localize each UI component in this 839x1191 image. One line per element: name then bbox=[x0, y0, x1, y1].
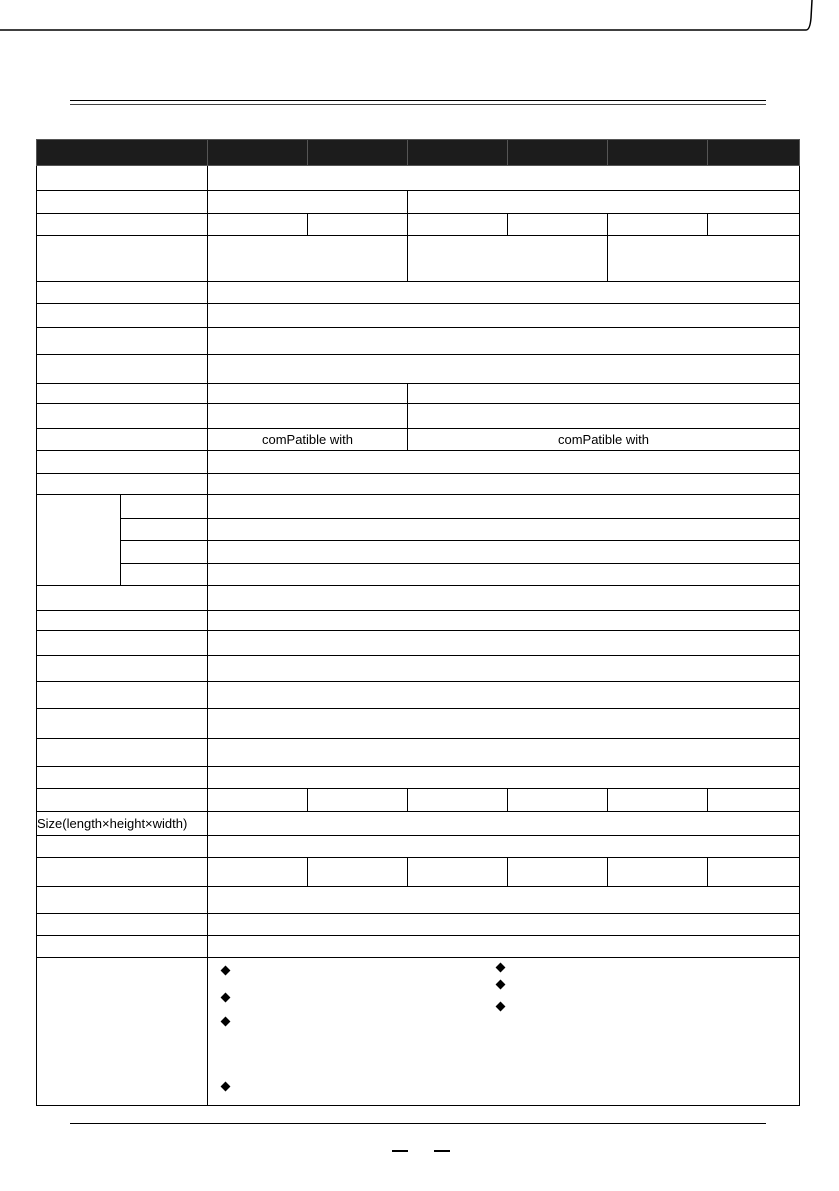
table-cell bbox=[208, 611, 800, 631]
table-cell bbox=[608, 789, 708, 812]
table-row bbox=[37, 586, 800, 611]
table-row bbox=[37, 191, 800, 214]
table-cell bbox=[408, 236, 608, 282]
table-row bbox=[37, 166, 800, 191]
table-cell bbox=[208, 451, 800, 474]
bullet-icon bbox=[496, 1002, 506, 1012]
row-label bbox=[37, 767, 208, 789]
table-row bbox=[37, 429, 800, 451]
table-cell bbox=[508, 214, 608, 236]
table-row bbox=[37, 682, 800, 709]
table-row bbox=[37, 709, 800, 739]
table-row bbox=[37, 474, 800, 495]
table-cell bbox=[408, 404, 800, 429]
table-row bbox=[37, 631, 800, 656]
table-row bbox=[37, 564, 800, 586]
table-row bbox=[37, 812, 800, 836]
table-row bbox=[37, 611, 800, 631]
size-label: Size(length×height×width) bbox=[37, 812, 208, 836]
header-cell bbox=[708, 140, 800, 166]
table-cell bbox=[208, 355, 800, 384]
table-row bbox=[37, 519, 800, 541]
row-label bbox=[37, 682, 208, 709]
table-row bbox=[37, 404, 800, 429]
row-label bbox=[37, 936, 208, 958]
header-cell bbox=[408, 140, 508, 166]
table-cell bbox=[208, 586, 800, 611]
table-cell bbox=[408, 191, 800, 214]
row-label bbox=[37, 858, 208, 887]
bullet-icon bbox=[221, 966, 231, 976]
bullet-icon bbox=[496, 963, 506, 973]
specification-table bbox=[36, 139, 800, 1106]
sub-label bbox=[121, 495, 208, 519]
page-number-dash bbox=[434, 1150, 450, 1152]
row-label bbox=[37, 214, 208, 236]
table-row bbox=[37, 836, 800, 858]
top-decorative-rule bbox=[0, 0, 813, 32]
table-cell bbox=[408, 214, 508, 236]
table-cell bbox=[308, 858, 408, 887]
row-label bbox=[37, 404, 208, 429]
title-underline-secondary bbox=[70, 104, 766, 105]
table-cell bbox=[208, 384, 408, 404]
row-label bbox=[37, 474, 208, 495]
table-cell bbox=[208, 191, 408, 214]
group-label bbox=[37, 495, 121, 586]
features-cell bbox=[208, 958, 800, 1106]
table-cell bbox=[208, 789, 308, 812]
header-cell bbox=[208, 140, 308, 166]
table-cell bbox=[208, 474, 800, 495]
row-label bbox=[37, 709, 208, 739]
table-row bbox=[37, 789, 800, 812]
table-cell bbox=[408, 384, 800, 404]
row-label bbox=[37, 191, 208, 214]
row-label bbox=[37, 451, 208, 474]
compatible-cell-left: comPatible with bbox=[208, 429, 408, 451]
row-label bbox=[37, 836, 208, 858]
table-cell bbox=[208, 812, 800, 836]
table-row bbox=[37, 858, 800, 887]
table-cell bbox=[308, 214, 408, 236]
compatible-cell-right: comPatible with bbox=[408, 429, 800, 451]
table-cell bbox=[208, 564, 800, 586]
bullet-icon bbox=[496, 980, 506, 990]
table-cell bbox=[208, 739, 800, 767]
table-cell bbox=[708, 214, 800, 236]
table-row bbox=[37, 914, 800, 936]
table-row bbox=[37, 214, 800, 236]
table-cell bbox=[208, 214, 308, 236]
table-cell bbox=[308, 789, 408, 812]
table-cell bbox=[508, 858, 608, 887]
header-cell bbox=[37, 140, 208, 166]
row-label bbox=[37, 611, 208, 631]
header-cell bbox=[608, 140, 708, 166]
sub-label bbox=[121, 564, 208, 586]
table-cell bbox=[608, 858, 708, 887]
table-cell bbox=[208, 914, 800, 936]
row-label bbox=[37, 656, 208, 682]
row-label bbox=[37, 887, 208, 914]
table-cell bbox=[208, 541, 800, 564]
table-cell bbox=[208, 936, 800, 958]
table-cell bbox=[208, 682, 800, 709]
table-cell bbox=[208, 858, 308, 887]
table-row bbox=[37, 451, 800, 474]
table-cell bbox=[208, 166, 800, 191]
row-label bbox=[37, 429, 208, 451]
title-underline bbox=[70, 100, 766, 101]
header-cell bbox=[308, 140, 408, 166]
table-cell bbox=[208, 887, 800, 914]
page-number-dash bbox=[392, 1150, 408, 1152]
table-row bbox=[37, 887, 800, 914]
table-cell bbox=[208, 404, 408, 429]
table-cell bbox=[408, 858, 508, 887]
table-row bbox=[37, 282, 800, 304]
sub-label bbox=[121, 519, 208, 541]
table-cell bbox=[208, 282, 800, 304]
table-row bbox=[37, 936, 800, 958]
sub-label bbox=[121, 541, 208, 564]
row-label bbox=[37, 355, 208, 384]
table-cell bbox=[408, 789, 508, 812]
row-label bbox=[37, 631, 208, 656]
table-header-row bbox=[37, 140, 800, 166]
table-cell bbox=[208, 631, 800, 656]
table-cell bbox=[208, 236, 408, 282]
row-label bbox=[37, 304, 208, 328]
table-cell bbox=[208, 836, 800, 858]
row-label bbox=[37, 586, 208, 611]
table-cell bbox=[208, 767, 800, 789]
table-row bbox=[37, 495, 800, 519]
table-cell bbox=[708, 789, 800, 812]
bullet-icon bbox=[221, 1082, 231, 1092]
row-label bbox=[37, 236, 208, 282]
table-cell bbox=[208, 519, 800, 541]
table-row bbox=[37, 355, 800, 384]
table-cell bbox=[608, 214, 708, 236]
table-row bbox=[37, 236, 800, 282]
table-row bbox=[37, 739, 800, 767]
header-cell bbox=[508, 140, 608, 166]
bullet-icon bbox=[221, 1017, 231, 1027]
table-cell bbox=[208, 304, 800, 328]
table-row bbox=[37, 958, 800, 1106]
table-cell bbox=[508, 789, 608, 812]
table-row bbox=[37, 656, 800, 682]
row-label bbox=[37, 914, 208, 936]
row-label bbox=[37, 328, 208, 355]
features-label bbox=[37, 958, 208, 1106]
row-label bbox=[37, 166, 208, 191]
table-row bbox=[37, 384, 800, 404]
table-cell bbox=[608, 236, 800, 282]
row-label bbox=[37, 384, 208, 404]
table-row bbox=[37, 304, 800, 328]
table-cell bbox=[708, 858, 800, 887]
table-cell bbox=[208, 656, 800, 682]
row-label bbox=[37, 789, 208, 812]
table-cell bbox=[208, 328, 800, 355]
table-cell bbox=[208, 495, 800, 519]
bullet-icon bbox=[221, 993, 231, 1003]
table-cell bbox=[208, 709, 800, 739]
row-label bbox=[37, 739, 208, 767]
footer-rule bbox=[70, 1123, 766, 1124]
table-row bbox=[37, 767, 800, 789]
row-label bbox=[37, 282, 208, 304]
table-row bbox=[37, 541, 800, 564]
table-row bbox=[37, 328, 800, 355]
